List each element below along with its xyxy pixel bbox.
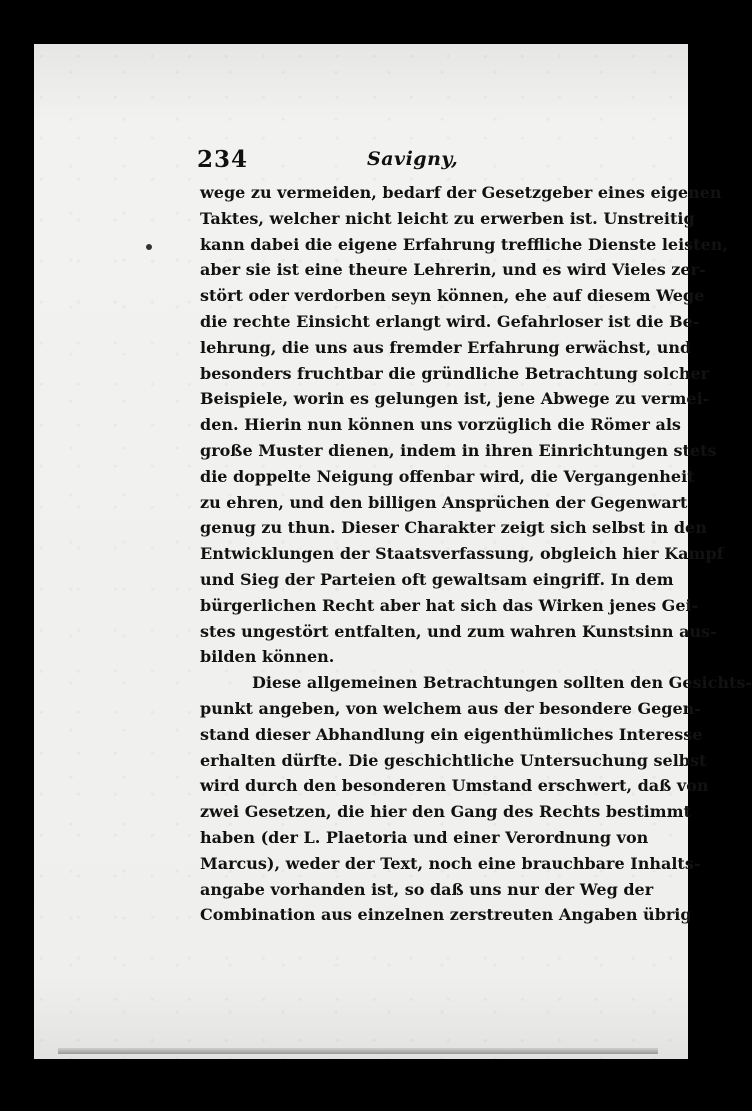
text-line: Entwicklungen der Staatsverfassung, obgleich hier Kampf [200,544,724,564]
text-line: angabe vorhanden ist, so daß uns nur der Weg der [200,879,654,899]
text-line: kann dabei die eigene Erfahrung treffliche Dienste leisten, [200,234,728,254]
text-line: die doppelte Neigung offenbar wird, die Vergangenheit [200,466,695,486]
running-head: Savigny, [367,148,459,170]
text-line: Taktes, welcher nicht leicht zu erwerben ist. Unstreitig [200,208,695,228]
text-line: haben (der L. Plaetoria und einer Verordnung von [200,827,649,847]
text-line: punkt angeben, von welchem aus der besondere Gegen- [200,698,701,718]
text-line: bürgerlichen Recht aber hat sich das Wirken jenes Gei- [200,595,699,615]
text-line: genug zu thun. Dieser Charakter zeigt sich selbst in den [200,518,707,538]
text-line: und Sieg der Parteien oft gewaltsam eingriff. In dem [200,569,674,589]
text-line: große Muster dienen, indem in ihren Einrichtungen stets [200,440,717,460]
text-line: wege zu vermeiden, bedarf der Gesetzgeber eines eigenen [200,183,722,202]
text-line: erhalten dürfte. Die geschichtliche Untersuchung selbst [200,750,707,770]
page-header [197,146,642,178]
text-line: bilden können. [200,647,335,667]
text-line: zwei Gesetzen, die hier den Gang des Rechts bestimmt [200,802,691,822]
text-line: die rechte Einsicht erlangt wird. Gefahrloser ist die Be- [200,311,700,331]
text-line: stand dieser Abhandlung ein eigenthümliches Interesse [200,724,703,744]
text-line: aber sie ist eine theure Lehrerin, und es wird Vieles zer- [200,260,706,280]
ink-smudge [146,244,152,250]
text-line: den. Hierin nun können uns vorzüglich die Römer als [200,415,681,435]
text-line: Marcus), weder der Text, noch eine brauchbare Inhalts- [200,853,701,873]
text-line: stört oder verdorben seyn können, ehe auf diesem Wege [200,286,705,306]
page-number: 234 [197,146,249,173]
text-line: Beispiele, worin es gelungen ist, jene Abwege zu vermei- [200,389,710,409]
text-line: zu ehren, und den billigen Ansprüchen der Gegenwart [200,492,688,512]
text-line: wird durch den besonderen Umstand erschwert, daß von [200,776,709,796]
text-line: stes ungestört entfalten, und zum wahren Kunstsinn aus- [200,621,717,641]
text-line: Diese allgemeinen Betrachtungen sollten den Gesichts- [252,673,752,693]
body-text [200,180,752,928]
page-bottom-edge [58,1048,658,1054]
text-line: besonders fruchtbar die gründliche Betrachtung solcher [200,363,710,383]
text-line: lehrung, die uns aus fremder Erfahrung erwächst, und [200,337,692,357]
text-line: Combination aus einzelnen zerstreuten Angaben übrig [200,905,692,925]
